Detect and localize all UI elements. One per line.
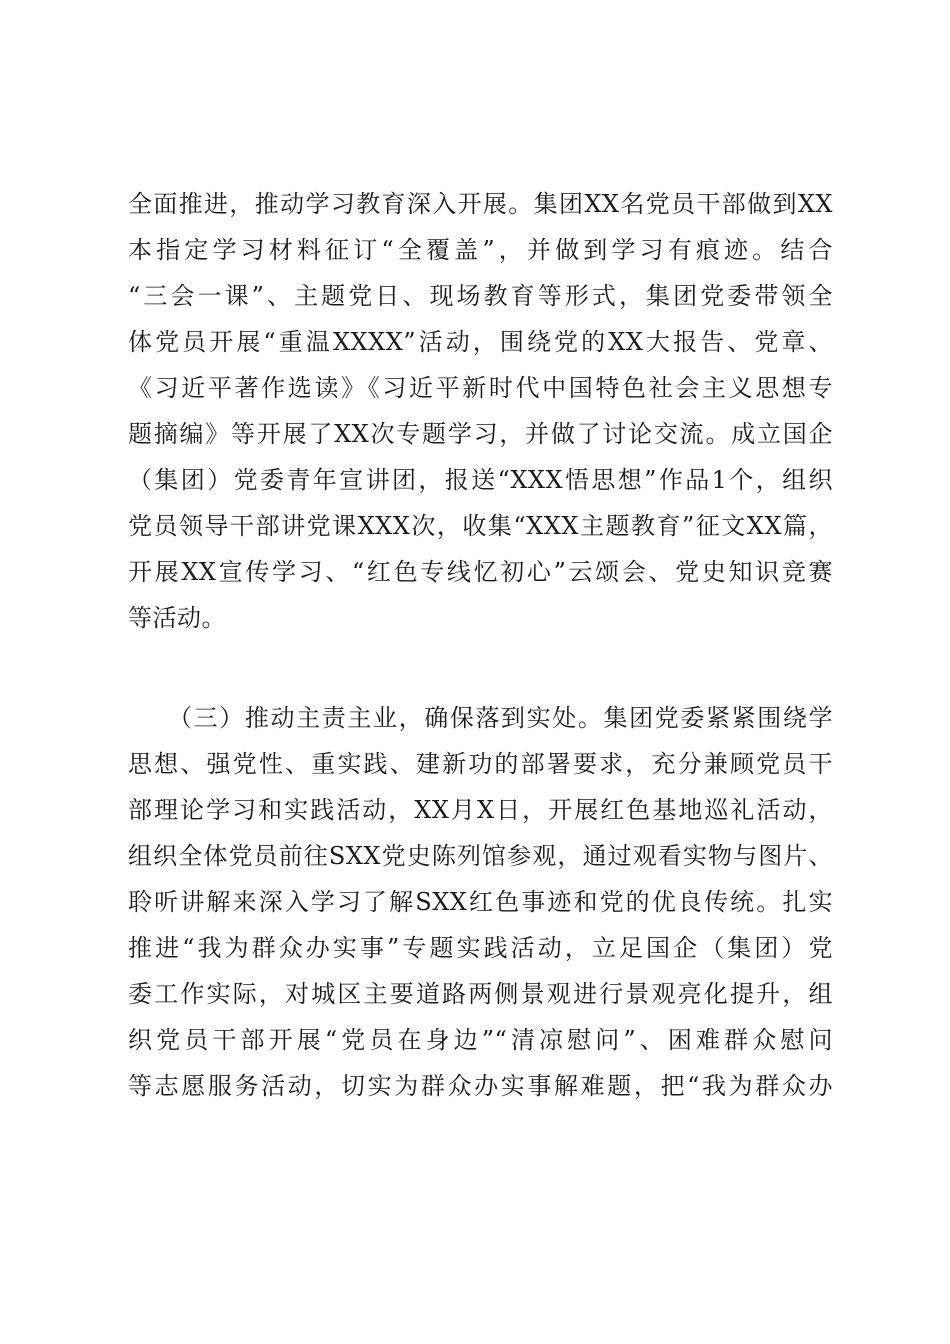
paragraph-line: 《习近平著作选读》《习近平新时代中国特色社会主义思想专 xyxy=(128,374,833,402)
section-heading-line: （三）推动主责主业，确保落到实处。集团党委紧紧围绕学 xyxy=(168,704,833,732)
paragraph-line: 思想、强党性、重实践、建新功的部署要求，充分兼顾党员干 xyxy=(128,750,833,778)
paragraph-study-education xyxy=(128,181,833,641)
paragraph-line: 织党员干部开展“党员在身边”“清凉慰问”、困难群众慰问 xyxy=(128,1026,833,1054)
paragraph-main-responsibility xyxy=(128,695,833,1109)
paragraph-line: 党员领导干部讲党课XXX次，收集“XXX主题教育”征文XX篇， xyxy=(128,512,833,540)
paragraph-line: 开展XX宣传学习、“红色专线忆初心”云颂会、党史知识竞赛 xyxy=(128,558,833,586)
paragraph-line: 等志愿服务活动，切实为群众办实事解难题，把“我为群众办 xyxy=(128,1072,833,1100)
paragraph-line: 组织全体党员前往SXX党史陈列馆参观，通过观看实物与图片、 xyxy=(128,842,833,870)
paragraph-line: 推进“我为群众办实事”专题实践活动，立足国企（集团）党 xyxy=(128,934,833,962)
paragraph-line: 全面推进，推动学习教育深入开展。集团XX名党员干部做到XX xyxy=(128,190,833,218)
paragraph-line: “三会一课”、主题党日、现场教育等形式，集团党委带领全 xyxy=(128,282,833,310)
paragraph-line: 聆听讲解来深入学习了解SXX红色事迹和党的优良传统。扎实 xyxy=(128,888,833,916)
paragraph-line: 委工作实际，对城区主要道路两侧景观进行景观亮化提升，组 xyxy=(128,980,833,1008)
paragraph-line: 部理论学习和实践活动，XX月X日，开展红色基地巡礼活动， xyxy=(128,796,833,824)
paragraph-line: 等活动。 xyxy=(128,604,226,632)
paragraph-line: （集团）党委青年宣讲团，报送“XXX悟思想”作品1个，组织 xyxy=(128,466,833,494)
paragraph-line: 体党员开展“重温XXXX”活动，围绕党的XX大报告、党章、 xyxy=(128,328,833,356)
paragraph-line: 题摘编》等开展了XX次专题学习，并做了讨论交流。成立国企 xyxy=(128,420,833,448)
paragraph-line: 本指定学习材料征订“全覆盖”，并做到学习有痕迹。结合 xyxy=(128,236,833,264)
